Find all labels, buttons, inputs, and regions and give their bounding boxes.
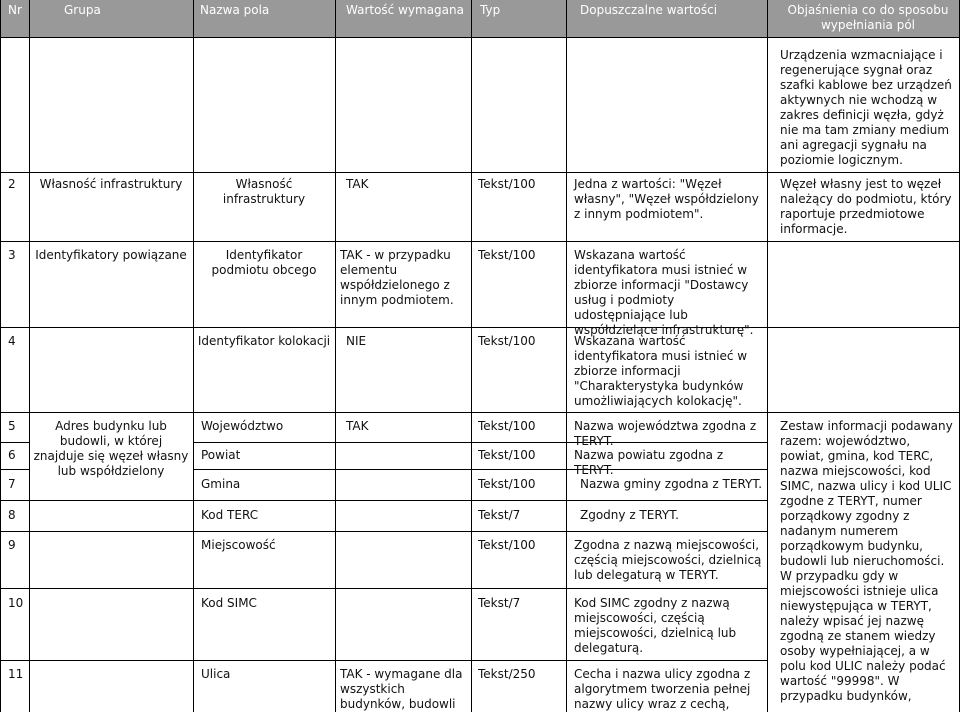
row-divider xyxy=(0,660,767,661)
row-divider xyxy=(0,241,960,242)
r10-dopuszczalne: Kod SIMC zgodny z nazwą miejscowości, częścią miejscowości, dzielnicą lub delegaturą. xyxy=(574,596,737,655)
r5-nazwa: Województwo xyxy=(201,419,284,433)
r2-typ: Tekst/100 xyxy=(478,177,536,191)
r3-nazwa: Identyfikator podmiotu obcego xyxy=(211,248,317,277)
r5-dopuszczalne: Nazwa województwa zgodna z TERYT. xyxy=(574,419,757,448)
r7-nazwa: Gmina xyxy=(201,477,241,491)
r3-dopuszczalne: Wskazana wartość identyfikatora musi istnieć w zbiorze informacji "Dostawcy usług i podmioty udostępniające lub współdzielące infrastrukturę". xyxy=(574,248,754,337)
r11-dopuszczalne: Cecha i nazwa ulicy zgodna z algorytmem tworzenia pełnej nazwy ulicy wraz z cechą, xyxy=(574,667,751,711)
r9-nazwa: Miejscowość xyxy=(201,538,276,552)
r2-nr: 2 xyxy=(8,177,16,191)
r3-typ: Tekst/100 xyxy=(478,248,536,262)
r5-grupa: Adres budynku lub budowli, w której znajduje się węzeł własny lub współdzielony xyxy=(33,419,189,478)
column-divider xyxy=(29,0,30,712)
column-divider xyxy=(0,0,1,712)
column-divider xyxy=(335,0,336,712)
r5-typ: Tekst/100 xyxy=(478,419,536,433)
r7-typ: Tekst/100 xyxy=(478,477,536,491)
r4-nazwa: Identyfikator kolokacji xyxy=(197,334,331,348)
r2-objasnienia: Węzeł własny jest to węzeł należący do podmiotu, który raportuje przedmiotowe informacje. xyxy=(780,177,952,236)
column-divider xyxy=(767,0,768,712)
header-nr: Nr xyxy=(8,3,22,17)
row-divider xyxy=(0,500,767,501)
r9-typ: Tekst/100 xyxy=(478,538,536,552)
r7-nr: 7 xyxy=(8,477,16,491)
column-divider xyxy=(566,0,567,712)
r10-nazwa: Kod SIMC xyxy=(201,596,257,610)
row-divider xyxy=(0,37,960,38)
r8-nazwa: Kod TERC xyxy=(201,508,259,522)
row-divider xyxy=(0,442,29,443)
r2-nazwa: Własność infrastruktury xyxy=(222,177,306,206)
r8-typ: Tekst/7 xyxy=(478,508,521,522)
r6-nr: 6 xyxy=(8,448,16,462)
r6-dopuszczalne: Nazwa powiatu zgodna z TERYT. xyxy=(574,448,724,477)
r1-objasnienia: Urządzenia wzmacniające i regenerujące sygnał oraz szafki kablowe bez urządzeń aktywnych nie wchodzą w zakres definicji węzła, gdyż nie ma tam zmiany medium ani agregacji sygnału na poziomie logicznym. xyxy=(780,48,952,167)
r6-typ: Tekst/100 xyxy=(478,448,536,462)
header-objasnienia: Objaśnienia co do sposobu wypełniania pól xyxy=(787,3,949,32)
r2-dopuszczalne: Jedna z wartości: "Węzeł własny", "Węzeł współdzielony z innym podmiotem". xyxy=(574,177,759,221)
r5-nr: 5 xyxy=(8,419,16,433)
row-divider xyxy=(0,469,29,470)
column-divider xyxy=(193,0,194,712)
column-divider xyxy=(471,0,472,712)
r2-wymagana: TAK xyxy=(346,177,369,191)
r4-typ: Tekst/100 xyxy=(478,334,536,348)
header-wartosc-wymagana: Wartość wymagana xyxy=(346,3,464,17)
r3-grupa: Identyfikatory powiązane xyxy=(35,248,187,262)
r9-nr: 9 xyxy=(8,538,16,552)
r11-wymagana: TAK - wymagane dla wszystkich budynków, budowli xyxy=(340,667,463,711)
r4-dopuszczalne: Wskazana wartość identyfikatora musi istnieć w zbiorze informacji "Charakterystyka budynków umożliwiających kolokację". xyxy=(574,334,748,408)
row-divider xyxy=(0,327,960,328)
r11-typ: Tekst/250 xyxy=(478,667,536,681)
row-divider xyxy=(0,588,767,589)
r7-dopuszczalne: Nazwa gminy zgodna z TERYT. xyxy=(580,477,763,491)
r5-objasnienia: Zestaw informacji podawany razem: województwo, powiat, gmina, kod TERC, nazwa miejscowości, kod SIMC, nazwa ulicy i kod ULIC zgodne z TERYT, numer porządkowy zgodny z nadanym numerem porządkowym budynku, budowli lub nieruchomości. W przypadku gdy w miejscowości istnieje ulica niewystępująca w TERYT, należy wpisać jej nazwę zgodną ze stanem wiedzy osoby wypełniającej, a w polu kod ULIC należy podać wartość "99998". W przypadku budynków, xyxy=(780,419,953,703)
r4-wymagana: NIE xyxy=(346,334,367,348)
r11-nazwa: Ulica xyxy=(201,667,231,681)
r8-nr: 8 xyxy=(8,508,16,522)
r10-nr: 10 xyxy=(8,596,24,610)
header-grupa: Grupa xyxy=(64,3,101,17)
header-nazwa-pola: Nazwa pola xyxy=(200,3,270,17)
r5-wymagana: TAK xyxy=(346,419,369,433)
r2-grupa: Własność infrastruktury xyxy=(39,177,183,191)
r6-nazwa: Powiat xyxy=(201,448,241,462)
r3-wymagana: TAK - w przypadku elementu współdzielonego z innym podmiotem. xyxy=(340,248,454,307)
r11-nr: 11 xyxy=(8,667,24,681)
r10-typ: Tekst/7 xyxy=(478,596,521,610)
r8-dopuszczalne: Zgodny z TERYT. xyxy=(580,508,679,522)
r4-nr: 4 xyxy=(8,334,16,348)
header-dopuszczalne: Dopuszczalne wartości xyxy=(580,3,718,17)
row-divider xyxy=(0,531,767,532)
row-divider xyxy=(0,412,960,413)
r3-nr: 3 xyxy=(8,248,16,262)
header-typ: Typ xyxy=(480,3,501,17)
row-divider xyxy=(0,172,960,173)
r9-dopuszczalne: Zgodna z nazwą miejscowości, częścią miejscowości, dzielnicą lub delegaturą w TERYT. xyxy=(574,538,762,582)
